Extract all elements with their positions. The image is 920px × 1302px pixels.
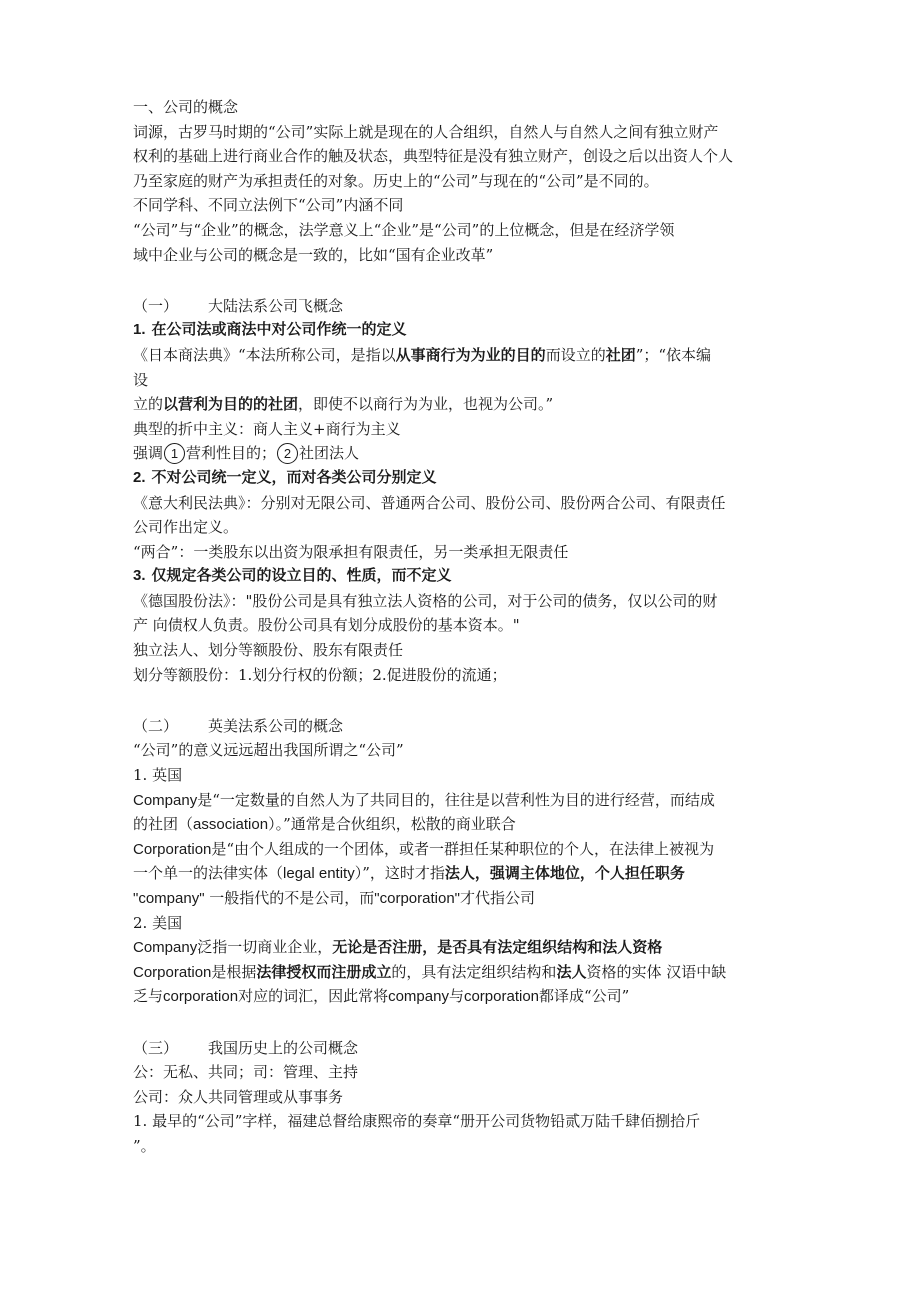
us-line: Corporation是根据法律授权而注册成立的，具有法定组织结构和法人资格的实体 汉语中缺 <box>133 962 727 981</box>
spacer <box>133 1009 803 1034</box>
section-heading-continental <box>133 294 803 319</box>
italy-line: 《意大利民法典》：分别对无限公司、普通两合公司、股份公司、股份两合公司、有限责任 <box>133 493 726 512</box>
uk-line: 一个单一的法律实体（legal entity）”，这时才指法人，强调主体地位，个人担任职务 <box>133 864 685 883</box>
section-title: 英美法系公司的概念 <box>208 716 344 735</box>
document-body <box>133 95 803 1159</box>
italy-line: “两合”：一类股东以出资为限承担有限责任，另一类承担无限责任 <box>133 542 569 561</box>
intro-line: 词源，古罗马时期的“公司”实际上就是现在的人合组织，自然人与自然人之间有独立财产 <box>133 122 719 141</box>
history-line: 公：无私、共同；司：管理、主持 <box>133 1063 359 1082</box>
germany-line: 划分等额股份：1.划分行权的份额；2.促进股份的流通； <box>133 665 507 684</box>
page-title: 一、公司的概念 <box>133 98 239 116</box>
germany-line: 独立法人、划分等额股份、股东有限责任 <box>133 641 404 660</box>
uk-heading: 1. 英国 <box>133 766 183 785</box>
uk-line: "company" 一般指代的不是公司，而"corporation"才代指公司 <box>133 889 536 907</box>
japan-quote-line: 设 <box>133 370 149 389</box>
us-heading: 2. 美国 <box>133 913 183 932</box>
subheading-unified-definition: 1. 在公司法或商法中对公司作统一的定义 <box>133 321 407 339</box>
japan-quote-line: 立的以营利为目的的社团，即使不以商行为为业，也视为公司。” <box>133 395 554 414</box>
germany-line: 《德国股份法》："股份公司是具有独立法人资格的公司，对于公司的债务，仅以公司的财 <box>133 591 718 610</box>
uk-line: Company是“一定数量的自然人为了共同目的，往往是以营利性为目的进行经营，而结成 <box>133 790 715 809</box>
section-number: （二） <box>133 716 179 735</box>
japan-quote-line: 《日本商法典》“本法所称公司，是指以从事商行为为业的目的而设立的社团”；“依本编 <box>133 345 712 364</box>
section-title: 大陆法系公司飞概念 <box>208 296 344 315</box>
subheading-separate-definitions: 2. 不对公司统一定义，而对各类公司分别定义 <box>133 468 437 486</box>
spacer <box>133 687 803 712</box>
section-number: （一） <box>133 296 179 315</box>
intro-line: 权利的基础上进行商业合作的触及状态，典型特征是没有独立财产，创设之后以出资人个人 <box>133 147 734 166</box>
intro-line: “公司”与“企业”的概念，法学意义上“企业”是“公司”的上位概念，但是在经济学领 <box>133 220 675 239</box>
section-number: （三） <box>133 1038 179 1057</box>
history-line: ”。 <box>133 1136 156 1155</box>
section-heading-chinese-history <box>133 1036 803 1061</box>
compromise-note: 典型的折中主义：商人主义+商行为主义 <box>133 419 401 438</box>
intro-line: 乃至家庭的财产为承担责任的对象。历史上的“公司”与现在的“公司”是不同的。 <box>133 171 659 190</box>
circled-number-1: 1 <box>164 443 185 464</box>
uk-line: 的社团（association）。”通常是合伙组织，松散的商业联合 <box>133 815 516 834</box>
history-line: 公司：众人共同管理或从事事务 <box>133 1087 344 1106</box>
intro-line: 不同学科、不同立法例下“公司”内涵不同 <box>133 196 404 215</box>
history-line: 1. 最早的“公司”字样，福建总督给康熙帝的奏章“册开公司货物铅贰万陆千肆佰捌拾斤 <box>133 1112 701 1131</box>
italy-line: 公司作出定义。 <box>133 518 239 537</box>
uk-line: Corporation是“由个人组成的一个团体，或者一群担任某种职位的个人，在法律上被视为 <box>133 839 715 858</box>
us-line: 乏与corporation对应的词汇，因此常将company与corporation都译成“公司” <box>133 987 630 1006</box>
subheading-purpose-only: 3. 仅规定各类公司的设立目的、性质，而不定义 <box>133 567 452 585</box>
intro-line: 域中企业与公司的概念是一致的，比如“国有企业改革” <box>133 245 494 264</box>
us-line: Company泛指一切商业企业，无论是否注册，是否具有法定组织结构和法人资格 <box>133 938 663 957</box>
germany-line: 产 向债权人负责。股份公司具有划分成股份的基本资本。" <box>133 616 520 635</box>
section-heading-anglo-american <box>133 714 803 739</box>
circled-number-2: 2 <box>277 443 298 464</box>
emphasis-line: 强调 1 营利性目的； 2 社团法人 <box>133 444 360 463</box>
section-title: 我国历史上的公司概念 <box>208 1038 359 1057</box>
anglo-intro: “公司”的意义远远超出我国所谓之“公司” <box>133 741 404 760</box>
spacer <box>133 267 803 292</box>
